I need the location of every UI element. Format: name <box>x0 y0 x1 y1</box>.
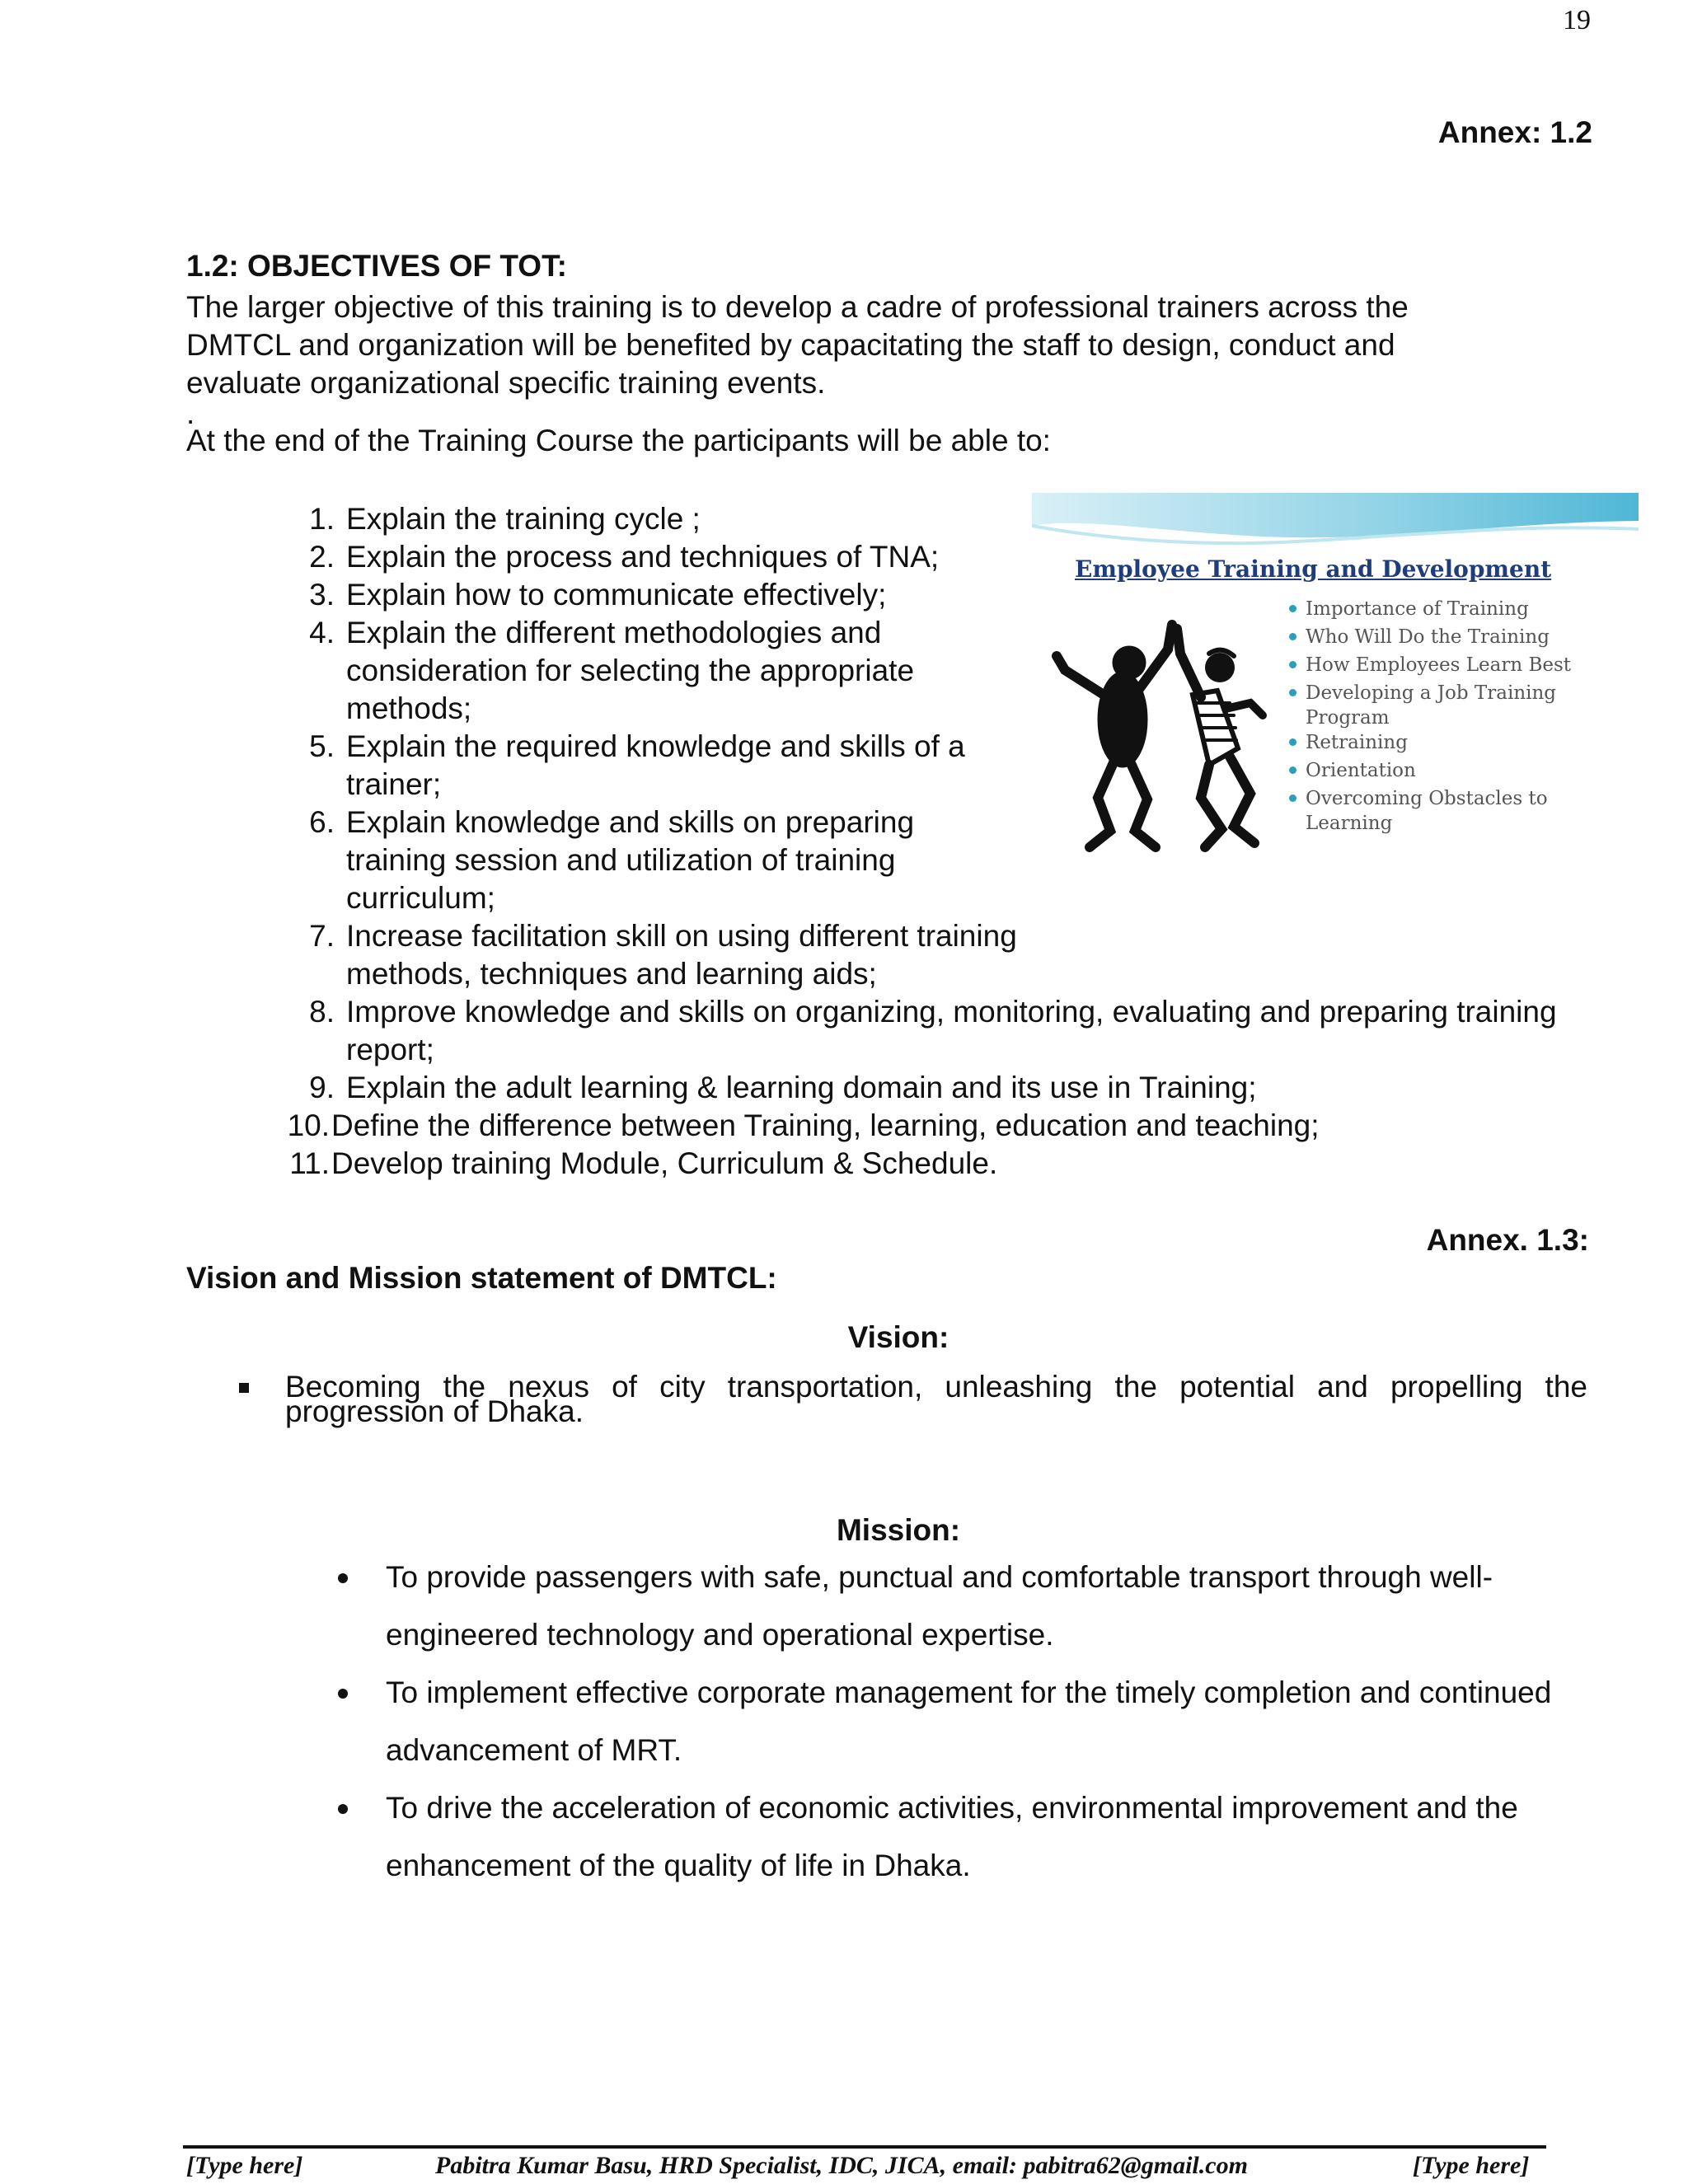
illustration-item: Who Will Do the Training <box>1289 623 1571 651</box>
list-text: Develop training Module, Curriculum & Schedule. <box>331 1146 998 1180</box>
vision-text: Becoming the nexus of city transportation, unleashing the potential and propelling the progression of Dhaka. <box>285 1370 1587 1428</box>
footer-left: [Type here] <box>186 2152 303 2179</box>
illustration-item: How Employees Learn Best <box>1289 651 1571 679</box>
illustration-item-continued: Program <box>1306 707 1390 729</box>
illustration-item: Developing a Job Training <box>1289 679 1571 707</box>
list-number: 5. <box>309 729 335 763</box>
list-number: 3. <box>309 578 335 612</box>
footer-right: [Type here] <box>1413 2152 1530 2179</box>
vision-title: Vision: <box>847 1320 950 1354</box>
list-number: 4. <box>309 616 335 649</box>
list-text: Explain the training cycle ; <box>346 502 701 536</box>
list-number: 7. <box>309 919 335 953</box>
figure-left-person <box>1057 625 1172 847</box>
mission-title: Mission: <box>836 1513 961 1547</box>
illustration-item: Overcoming Obstacles to <box>1289 785 1571 813</box>
objectives-paragraph <box>186 288 1538 460</box>
list-text: Explain the process and techniques of TNA; <box>346 540 940 574</box>
paragraph-line: DMTCL and organization will be benefited by capacitating the staff to design, conduct and <box>186 328 1395 362</box>
illustration-list <box>1289 595 1571 834</box>
mission-list <box>333 1549 1594 1895</box>
paragraph-line: The larger objective of this training is to develop a cadre of professional trainers across the <box>186 290 1409 324</box>
figure-right-person <box>1177 629 1263 847</box>
mission-item <box>333 1664 1594 1779</box>
list-item <box>275 1107 1561 1145</box>
list-text: Explain the required knowledge and skills of a trainer; <box>346 729 965 801</box>
list-item <box>275 1145 1561 1183</box>
illustration-item-continued: Learning <box>1306 813 1393 834</box>
paragraph-dot: . <box>186 396 195 430</box>
mission-item <box>333 1549 1594 1664</box>
list-text: Explain knowledge and skills on preparing training session and utilization of training curriculum; <box>346 805 915 915</box>
vision-mission-heading: Vision and Mission statement of DMTCL: <box>186 1261 777 1295</box>
list-number: 9. <box>309 1071 335 1104</box>
mission-text: To drive the acceleration of economic activities, environmental improvement and the enhancement of the quality of life in Dhaka. <box>386 1791 1518 1882</box>
list-number: 1. <box>309 502 335 536</box>
illustration-item: Importance of Training <box>1289 595 1571 623</box>
illustration-title: Employee Training and Development <box>1075 555 1552 583</box>
footer-rule <box>183 2145 1546 2149</box>
bullet-icon <box>338 1689 348 1699</box>
list-number: 6. <box>309 805 335 839</box>
annex-label-top: Annex: 1.2 <box>1437 115 1592 149</box>
page-number: 19 <box>1563 5 1591 35</box>
list-number: 8. <box>309 995 335 1029</box>
paragraph-line: evaluate organizational specific training events. <box>186 366 826 400</box>
list-number: 11. <box>289 1146 330 1180</box>
bullet-icon <box>338 1804 348 1814</box>
list-number: 10. <box>287 1108 330 1142</box>
list-text: Explain the different methodologies and consideration for selecting the appropriate methods; <box>346 616 915 725</box>
illustration-item: Retraining <box>1289 729 1571 757</box>
objectives-heading: 1.2: OBJECTIVES OF TOT: <box>186 249 567 283</box>
bullet-icon <box>338 1573 348 1583</box>
mission-text: To provide passengers with safe, punctual and comfortable transport through well-engineered technology and operational expertise. <box>386 1560 1493 1652</box>
list-item <box>275 1069 1561 1107</box>
objectives-intro: At the end of the Training Course the participants will be able to: <box>186 424 1051 457</box>
mission-item <box>333 1779 1594 1895</box>
list-number: 2. <box>309 540 335 574</box>
list-text: Increase facilitation skill on using different training methods, techniques and learning aids; <box>346 919 1017 991</box>
list-item <box>275 993 1561 1069</box>
list-text: Improve knowledge and skills on organizing, monitoring, evaluating and preparing training report; <box>346 995 1557 1066</box>
training-illustration <box>1032 493 1639 880</box>
list-text: Explain the adult learning & learning domain and its use in Training; <box>346 1071 1257 1104</box>
list-item <box>275 917 1561 993</box>
illustration-item: Orientation <box>1289 757 1571 785</box>
header-wave <box>1032 493 1639 537</box>
footer-center: Pabitra Kumar Basu, HRD Specialist, IDC, JICA, email: pabitra62@gmail.com <box>435 2152 1248 2179</box>
mission-text: To implement effective corporate management for the timely completion and continued advancement of MRT. <box>386 1675 1552 1767</box>
annex-label-mid: Annex. 1.3: <box>1426 1223 1589 1257</box>
list-text: Explain how to communicate effectively; <box>346 578 887 612</box>
list-text: Define the difference between Training, learning, education and teaching; <box>331 1108 1320 1142</box>
square-bullet-icon <box>239 1383 249 1393</box>
